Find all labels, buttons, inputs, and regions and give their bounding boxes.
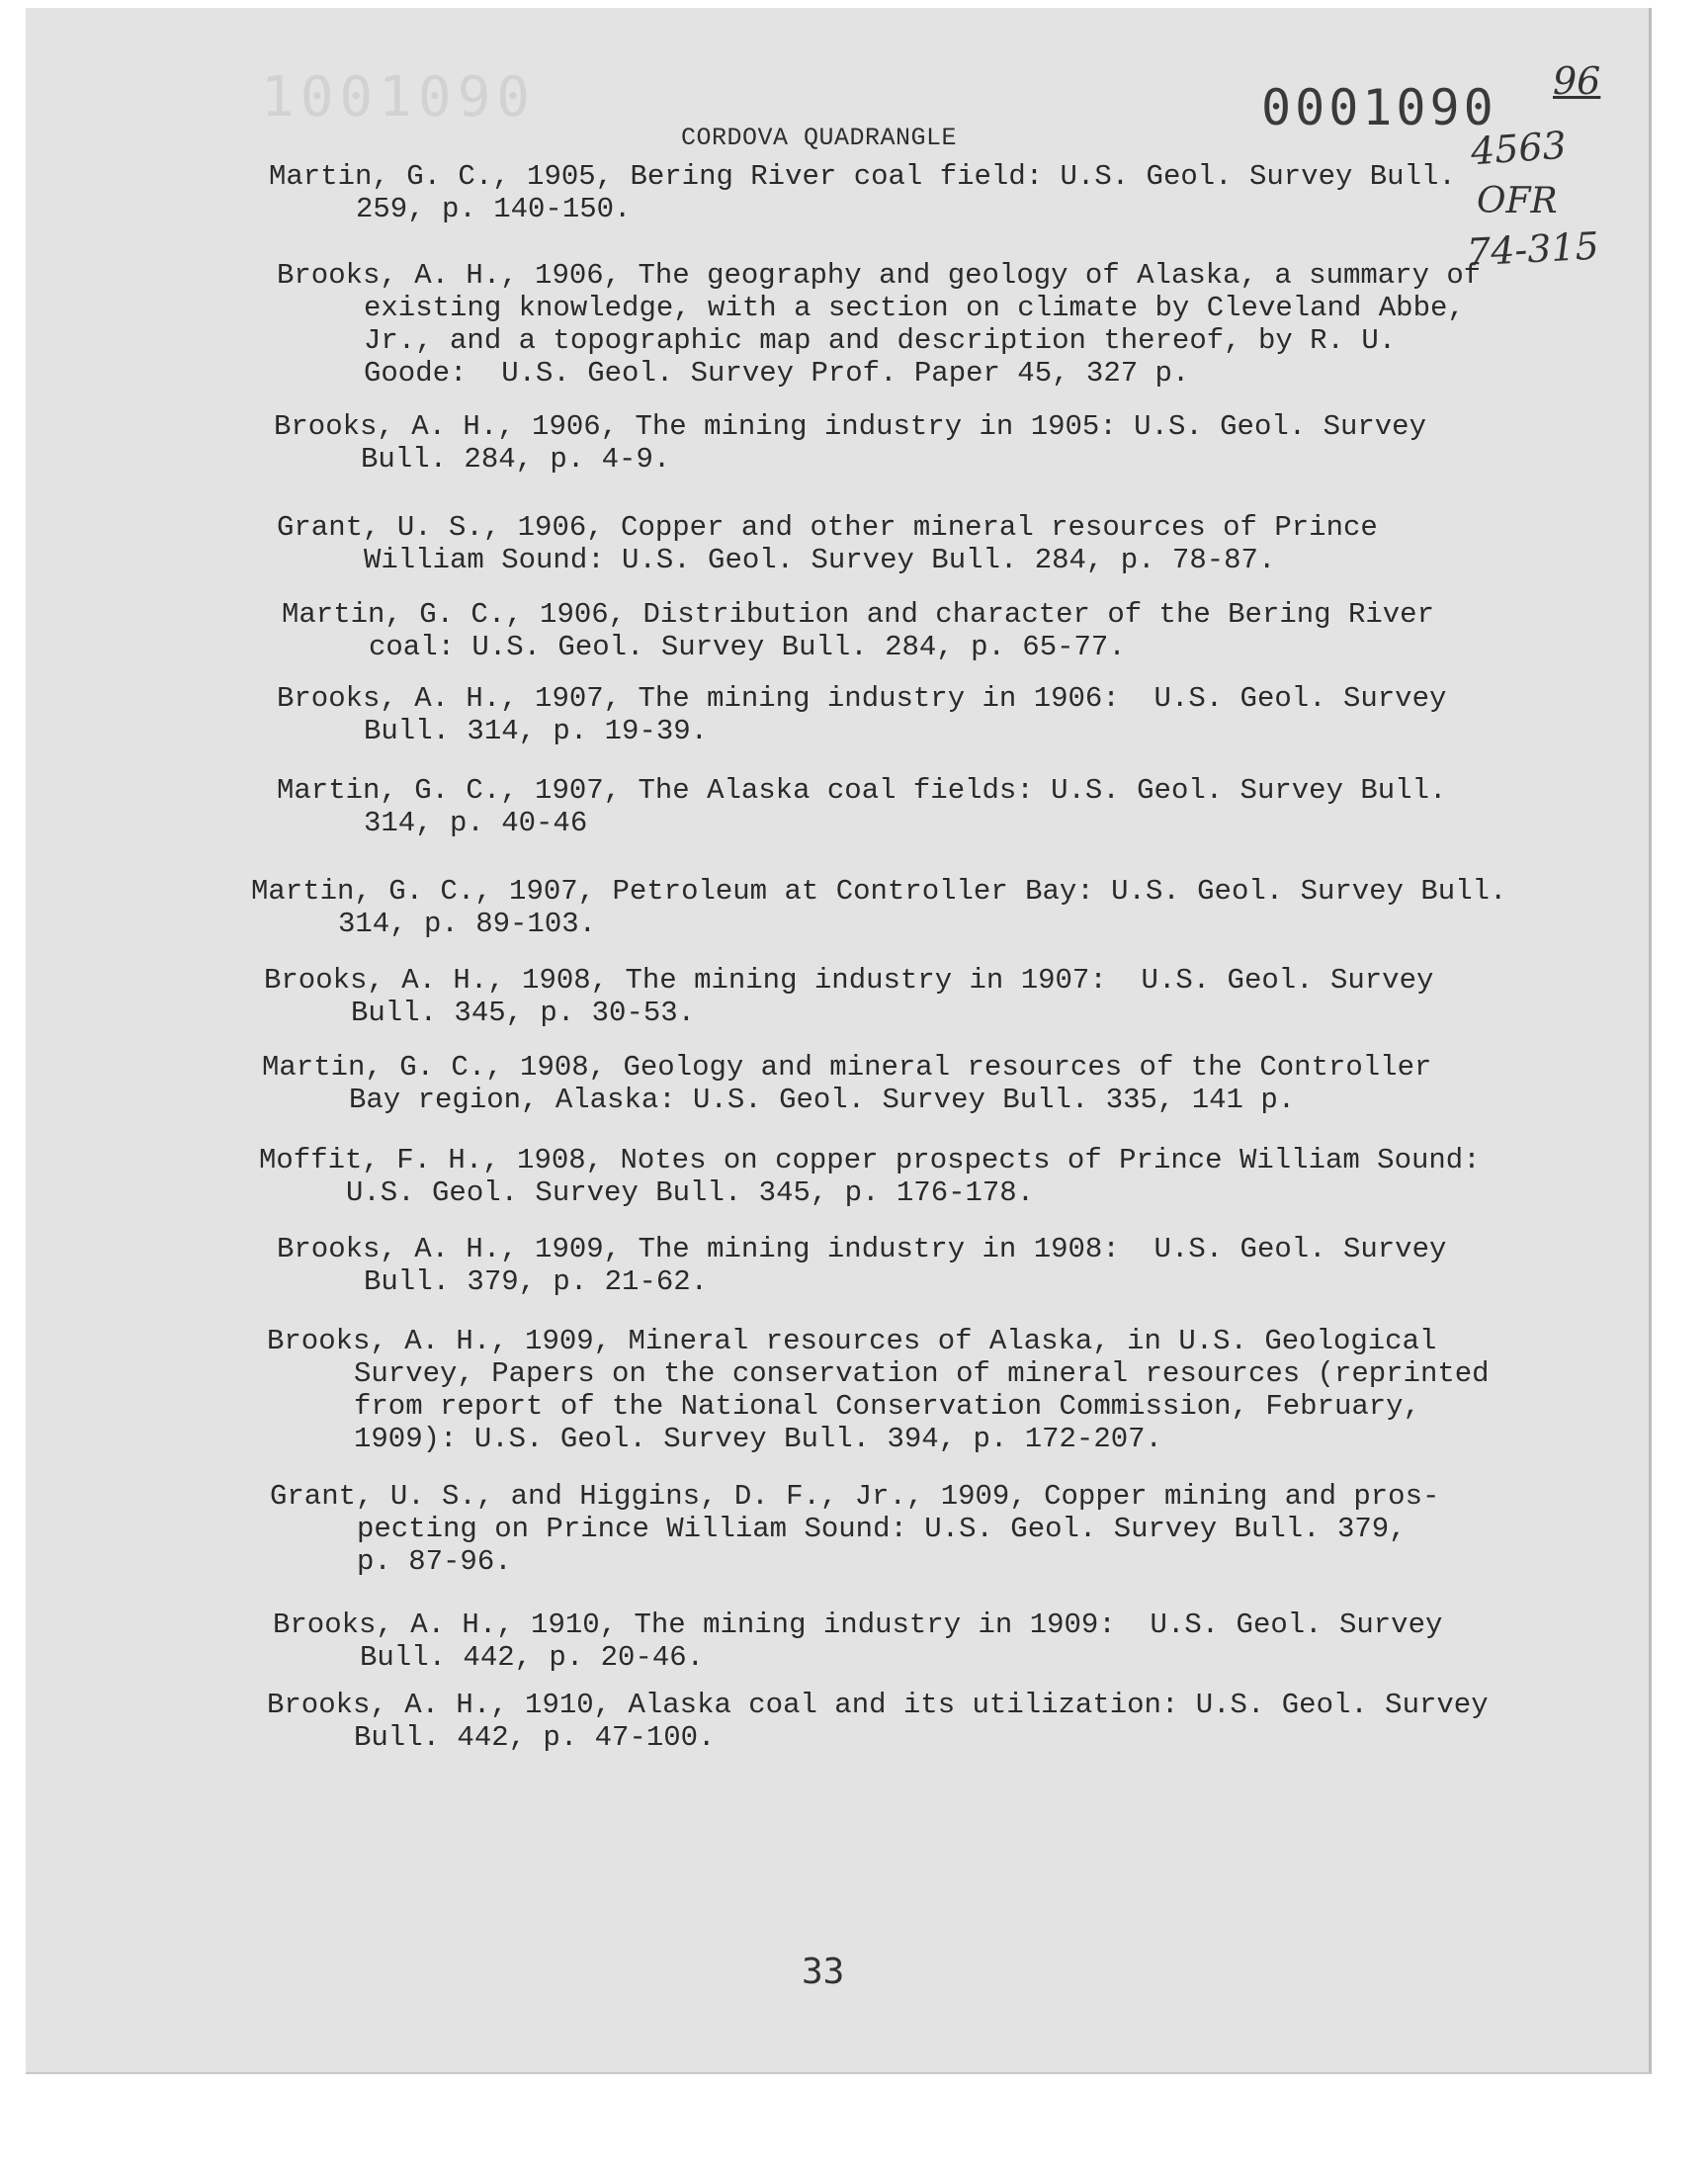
reference-entry — [262, 1051, 1537, 1116]
reference-entry — [277, 774, 1552, 839]
reference-line: existing knowledge, with a section on climate by Cleveland Abbe, — [364, 292, 1465, 324]
reference-line: pecting on Prince William Sound: U.S. Geol. Survey Bull. 379, — [357, 1513, 1407, 1545]
reference-line: Brooks, A. H., 1909, Mineral resources of Alaska, in U.S. Geological — [267, 1325, 1437, 1357]
reference-entry — [277, 1233, 1552, 1298]
handwritten-number: 4563 — [1469, 123, 1569, 174]
handwritten-ofr: OFR — [1477, 181, 1558, 221]
page-number: 33 — [802, 1952, 845, 1992]
reference-line: 259, p. 140-150. — [356, 193, 632, 225]
reference-line: Goode: U.S. Geol. Survey Prof. Paper 45, 327 p. — [364, 357, 1190, 390]
reference-entry — [267, 1689, 1542, 1754]
faded-document-number: 1001090 — [261, 65, 537, 130]
reference-line: William Sound: U.S. Geol. Survey Bull. 284, p. 78-87. — [364, 544, 1276, 576]
reference-line: Grant, U. S., and Higgins, D. F., Jr., 1909, Copper mining and pros- — [270, 1480, 1440, 1513]
reference-line: Martin, G. C., 1908, Geology and mineral resources of the Controller — [262, 1051, 1432, 1084]
reference-line: Martin, G. C., 1907, The Alaska coal fields: U.S. Geol. Survey Bull. — [277, 774, 1447, 807]
reference-entry — [269, 160, 1544, 225]
reference-line: Bay region, Alaska: U.S. Geol. Survey Bull. 335, 141 p. — [349, 1084, 1296, 1116]
reference-line: U.S. Geol. Survey Bull. 345, p. 176-178. — [346, 1176, 1035, 1209]
document-page — [26, 8, 1652, 2074]
reference-line: Bull. 284, p. 4-9. — [361, 443, 671, 476]
document-number: 0001090 — [1261, 79, 1497, 136]
reference-entry — [274, 410, 1549, 476]
reference-line: Martin, G. C., 1905, Bering River coal field: U.S. Geol. Survey Bull. — [269, 160, 1456, 193]
reference-line: Brooks, A. H., 1909, The mining industry in 1908: U.S. Geol. Survey — [277, 1233, 1447, 1265]
reference-line: 1909): U.S. Geol. Survey Bull. 394, p. 172-207. — [354, 1423, 1162, 1455]
reference-line: 314, p. 40-46 — [364, 807, 588, 839]
reference-line: Grant, U. S., 1906, Copper and other mineral resources of Prince — [277, 511, 1378, 544]
reference-entry — [277, 682, 1552, 747]
reference-entry — [277, 511, 1552, 576]
reference-line: p. 87-96. — [357, 1545, 512, 1578]
handwritten-page-ref: 96 — [1553, 59, 1601, 103]
reference-line: Moffit, F. H., 1908, Notes on copper prospects of Prince William Sound: — [259, 1144, 1481, 1176]
reference-line: Martin, G. C., 1907, Petroleum at Controller Bay: U.S. Geol. Survey Bull. — [251, 875, 1507, 908]
reference-entry — [267, 1325, 1542, 1455]
reference-line: Bull. 442, p. 20-46. — [360, 1641, 705, 1674]
reference-line: Brooks, A. H., 1907, The mining industry in 1906: U.S. Geol. Survey — [277, 682, 1447, 715]
reference-entry — [259, 1144, 1534, 1209]
reference-line: Bull. 379, p. 21-62. — [364, 1265, 709, 1298]
reference-line: Brooks, A. H., 1910, The mining industry in 1909: U.S. Geol. Survey — [273, 1609, 1443, 1641]
reference-entry — [251, 875, 1526, 940]
reference-line: Bull. 442, p. 47-100. — [354, 1721, 716, 1754]
reference-line: from report of the National Conservation Commission, February, — [354, 1390, 1420, 1423]
reference-line: Jr., and a topographic map and description thereof, by R. U. — [364, 324, 1397, 357]
reference-line: Bull. 314, p. 19-39. — [364, 715, 709, 747]
reference-line: Brooks, A. H., 1908, The mining industry in 1907: U.S. Geol. Survey — [264, 964, 1434, 997]
reference-entry — [277, 259, 1552, 390]
reference-line: 314, p. 89-103. — [338, 908, 597, 940]
reference-line: coal: U.S. Geol. Survey Bull. 284, p. 65-77. — [369, 631, 1126, 663]
handwritten-report-number: 74-315 — [1465, 223, 1600, 275]
reference-entry — [264, 964, 1539, 1029]
reference-line: Survey, Papers on the conservation of mineral resources (reprinted — [354, 1357, 1490, 1390]
reference-line: Martin, G. C., 1906, Distribution and character of the Bering River — [282, 598, 1434, 631]
reference-line: Brooks, A. H., 1906, The geography and geology of Alaska, a summary of — [277, 259, 1482, 292]
reference-entry — [270, 1480, 1545, 1578]
reference-line: Bull. 345, p. 30-53. — [351, 997, 696, 1029]
reference-entry — [282, 598, 1557, 663]
reference-entry — [273, 1609, 1548, 1674]
page-title: CORDOVA QUADRANGLE — [681, 124, 958, 152]
reference-line: Brooks, A. H., 1910, Alaska coal and its utilization: U.S. Geol. Survey — [267, 1689, 1489, 1721]
reference-line: Brooks, A. H., 1906, The mining industry in 1905: U.S. Geol. Survey — [274, 410, 1426, 443]
